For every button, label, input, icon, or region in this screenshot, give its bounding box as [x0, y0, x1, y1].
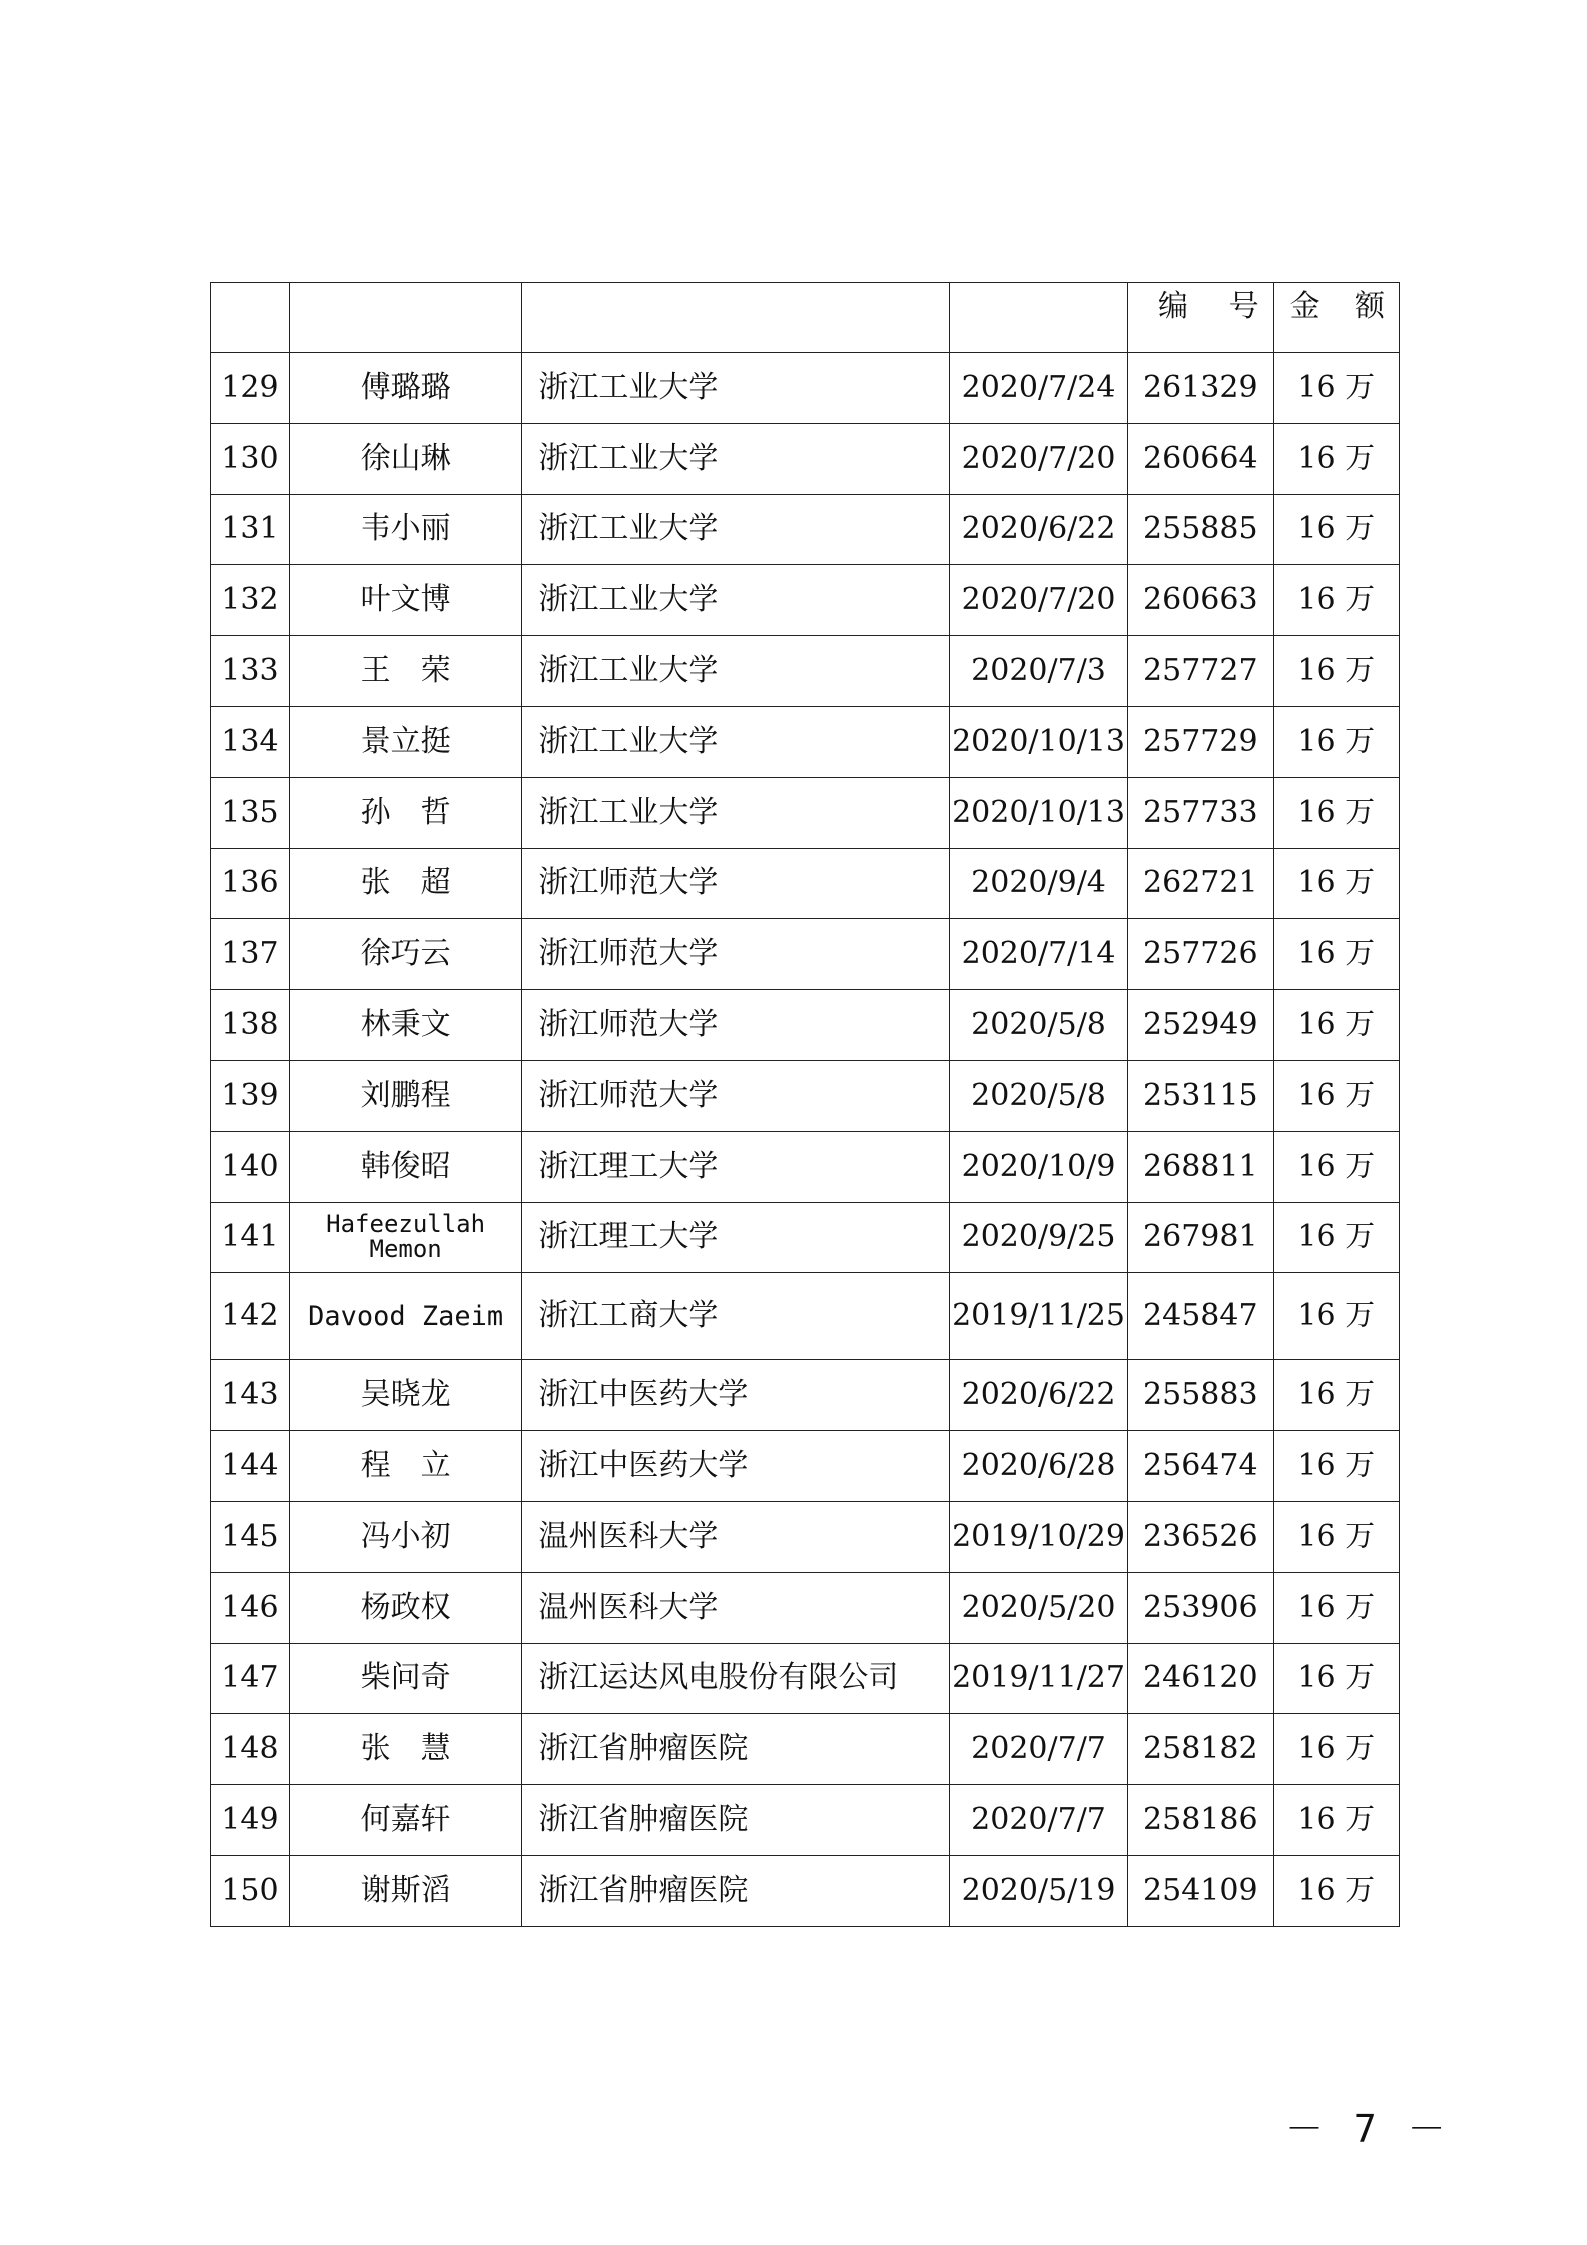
code: 268811: [1128, 1131, 1274, 1202]
unit-name: 温州医科大学: [522, 1501, 950, 1572]
recipient-name: 柴问奇: [289, 1643, 522, 1714]
date: 2020/7/20: [950, 565, 1128, 636]
row-number: 131: [211, 494, 290, 565]
row-number: 135: [211, 777, 290, 848]
code: 260663: [1128, 565, 1274, 636]
table-row: [211, 706, 1400, 777]
row-number: 148: [211, 1714, 290, 1785]
unit-name: 浙江师范大学: [522, 1060, 950, 1131]
recipient-name: 张 慧: [289, 1714, 522, 1785]
code: 246120: [1128, 1643, 1274, 1714]
row-number: 142: [211, 1273, 290, 1360]
row-number: 144: [211, 1431, 290, 1502]
date: 2019/10/29: [950, 1501, 1128, 1572]
recipient-name-text: Davood Zaeim: [308, 1301, 504, 1333]
code: 253115: [1128, 1060, 1274, 1131]
unit-name: 浙江工业大学: [522, 565, 950, 636]
award-table: [210, 282, 1400, 1927]
table-row: [211, 1572, 1400, 1643]
amount: 16 万: [1273, 1572, 1399, 1643]
row-number: 137: [211, 919, 290, 990]
code: 252949: [1128, 990, 1274, 1061]
date: 2020/6/22: [950, 494, 1128, 565]
table-row: [211, 1131, 1400, 1202]
recipient-name: 杨政权: [289, 1572, 522, 1643]
date: 2020/6/28: [950, 1431, 1128, 1502]
recipient-name: 王 荣: [289, 636, 522, 707]
unit-name: 温州医科大学: [522, 1572, 950, 1643]
code: 257727: [1128, 636, 1274, 707]
amount: 16 万: [1273, 1785, 1399, 1856]
amount: 16 万: [1273, 1643, 1399, 1714]
table-row: [211, 1643, 1400, 1714]
recipient-name: 叶文博: [289, 565, 522, 636]
header-cell-no: [211, 283, 290, 353]
recipient-name: 景立挺: [289, 706, 522, 777]
amount: 16 万: [1273, 777, 1399, 848]
code: 267981: [1128, 1202, 1274, 1273]
code: 258182: [1128, 1714, 1274, 1785]
recipient-name: [289, 1202, 522, 1273]
code: 257733: [1128, 777, 1274, 848]
recipient-name: 韩俊昭: [289, 1131, 522, 1202]
recipient-name: 吴晓龙: [289, 1360, 522, 1431]
recipient-name: 林秉文: [289, 990, 522, 1061]
header-code-char-1: 编: [1158, 289, 1188, 324]
unit-name: 浙江理工大学: [522, 1202, 950, 1273]
code: 255883: [1128, 1360, 1274, 1431]
recipient-name: 程 立: [289, 1431, 522, 1502]
code: 258186: [1128, 1785, 1274, 1856]
code: 256474: [1128, 1431, 1274, 1502]
date: 2020/5/8: [950, 990, 1128, 1061]
table-row: [211, 1202, 1400, 1273]
code: 261329: [1128, 353, 1274, 424]
date: 2020/6/22: [950, 1360, 1128, 1431]
unit-name: 浙江工业大学: [522, 494, 950, 565]
row-number: 147: [211, 1643, 290, 1714]
row-number: 136: [211, 848, 290, 919]
unit-name: 浙江工业大学: [522, 423, 950, 494]
unit-name: 浙江师范大学: [522, 990, 950, 1061]
table-row: [211, 1273, 1400, 1360]
amount: 16 万: [1273, 1202, 1399, 1273]
row-number: 149: [211, 1785, 290, 1856]
recipient-name-line-1: Hafeezullah: [326, 1210, 486, 1239]
date: 2020/10/9: [950, 1131, 1128, 1202]
row-number: 139: [211, 1060, 290, 1131]
unit-name: 浙江中医药大学: [522, 1431, 950, 1502]
header-amount-char-2: 额: [1355, 289, 1385, 324]
recipient-name: 徐山琳: [289, 423, 522, 494]
unit-name: 浙江中医药大学: [522, 1360, 950, 1431]
table-row: [211, 848, 1400, 919]
date: 2020/7/7: [950, 1714, 1128, 1785]
date: 2020/7/14: [950, 919, 1128, 990]
amount: 16 万: [1273, 1714, 1399, 1785]
amount: 16 万: [1273, 1060, 1399, 1131]
amount: 16 万: [1273, 919, 1399, 990]
header-cell-date: [950, 283, 1128, 353]
date: 2020/10/13: [950, 777, 1128, 848]
date: 2020/10/13: [950, 706, 1128, 777]
date: 2020/7/24: [950, 353, 1128, 424]
date: 2020/7/20: [950, 423, 1128, 494]
date: 2019/11/25: [950, 1273, 1128, 1360]
row-number: 138: [211, 990, 290, 1061]
unit-name: 浙江运达风电股份有限公司: [522, 1643, 950, 1714]
date: 2020/7/3: [950, 636, 1128, 707]
unit-name: 浙江师范大学: [522, 848, 950, 919]
code: 245847: [1128, 1273, 1274, 1360]
date: 2020/5/19: [950, 1855, 1128, 1926]
unit-name: 浙江工业大学: [522, 353, 950, 424]
unit-name: 浙江省肿瘤医院: [522, 1714, 950, 1785]
header-cell-amount: [1273, 283, 1399, 353]
date: 2020/7/7: [950, 1785, 1128, 1856]
table-header-row: [211, 283, 1400, 353]
unit-name: 浙江工业大学: [522, 706, 950, 777]
date: 2020/9/4: [950, 848, 1128, 919]
amount: 16 万: [1273, 1855, 1399, 1926]
recipient-name-line-2: Memon: [369, 1235, 442, 1264]
amount: 16 万: [1273, 1501, 1399, 1572]
row-number: 133: [211, 636, 290, 707]
header-code-char-2: 号: [1228, 289, 1259, 324]
date: 2020/5/20: [950, 1572, 1128, 1643]
date: 2019/11/27: [950, 1643, 1128, 1714]
recipient-name: 孙 哲: [289, 777, 522, 848]
row-number: 140: [211, 1131, 290, 1202]
table-row: [211, 353, 1400, 424]
amount: 16 万: [1273, 1131, 1399, 1202]
table-row: [211, 494, 1400, 565]
table-row: [211, 565, 1400, 636]
code: 257729: [1128, 706, 1274, 777]
row-number: 132: [211, 565, 290, 636]
row-number: 143: [211, 1360, 290, 1431]
code: 255885: [1128, 494, 1274, 565]
header-cell-name: [289, 283, 522, 353]
table-row: [211, 1060, 1400, 1131]
amount: 16 万: [1273, 494, 1399, 565]
code: 257726: [1128, 919, 1274, 990]
recipient-name: 傅璐璐: [289, 353, 522, 424]
recipient-name: 刘鹏程: [289, 1060, 522, 1131]
row-number: 150: [211, 1855, 290, 1926]
row-number: 129: [211, 353, 290, 424]
unit-name: 浙江理工大学: [522, 1131, 950, 1202]
page-number: － 7 －: [1285, 2107, 1450, 2151]
amount: 16 万: [1273, 1360, 1399, 1431]
table-row: [211, 990, 1400, 1061]
unit-name: 浙江省肿瘤医院: [522, 1785, 950, 1856]
unit-name: 浙江工业大学: [522, 636, 950, 707]
row-number: 141: [211, 1202, 290, 1273]
recipient-name: [289, 1273, 522, 1360]
table-row: [211, 1360, 1400, 1431]
header-amount-char-1: 金: [1289, 289, 1320, 324]
row-number: 145: [211, 1501, 290, 1572]
table-row: [211, 1714, 1400, 1785]
code: 260664: [1128, 423, 1274, 494]
table-row: [211, 777, 1400, 848]
code: 262721: [1128, 848, 1274, 919]
table-row: [211, 919, 1400, 990]
unit-name: 浙江工商大学: [522, 1273, 950, 1360]
table-row: [211, 1855, 1400, 1926]
amount: 16 万: [1273, 423, 1399, 494]
recipient-name: 张 超: [289, 848, 522, 919]
amount: 16 万: [1273, 1431, 1399, 1502]
table-row: [211, 1785, 1400, 1856]
table-row: [211, 1501, 1400, 1572]
code: 253906: [1128, 1572, 1274, 1643]
unit-name: 浙江师范大学: [522, 919, 950, 990]
amount: 16 万: [1273, 848, 1399, 919]
row-number: 134: [211, 706, 290, 777]
amount: 16 万: [1273, 990, 1399, 1061]
unit-name: 浙江工业大学: [522, 777, 950, 848]
amount: 16 万: [1273, 636, 1399, 707]
unit-name: 浙江省肿瘤医院: [522, 1855, 950, 1926]
code: 236526: [1128, 1501, 1274, 1572]
table-row: [211, 636, 1400, 707]
amount: 16 万: [1273, 565, 1399, 636]
amount: 16 万: [1273, 1273, 1399, 1360]
recipient-name: 何嘉轩: [289, 1785, 522, 1856]
row-number: 146: [211, 1572, 290, 1643]
table-row: [211, 1431, 1400, 1502]
date: 2020/9/25: [950, 1202, 1128, 1273]
amount: 16 万: [1273, 353, 1399, 424]
header-cell-code: [1128, 283, 1274, 353]
amount: 16 万: [1273, 706, 1399, 777]
header-cell-unit: [522, 283, 950, 353]
date: 2020/5/8: [950, 1060, 1128, 1131]
code: 254109: [1128, 1855, 1274, 1926]
row-number: 130: [211, 423, 290, 494]
table-row: [211, 423, 1400, 494]
recipient-name: 韦小丽: [289, 494, 522, 565]
recipient-name: 徐巧云: [289, 919, 522, 990]
recipient-name: 谢斯滔: [289, 1855, 522, 1926]
recipient-name: 冯小初: [289, 1501, 522, 1572]
